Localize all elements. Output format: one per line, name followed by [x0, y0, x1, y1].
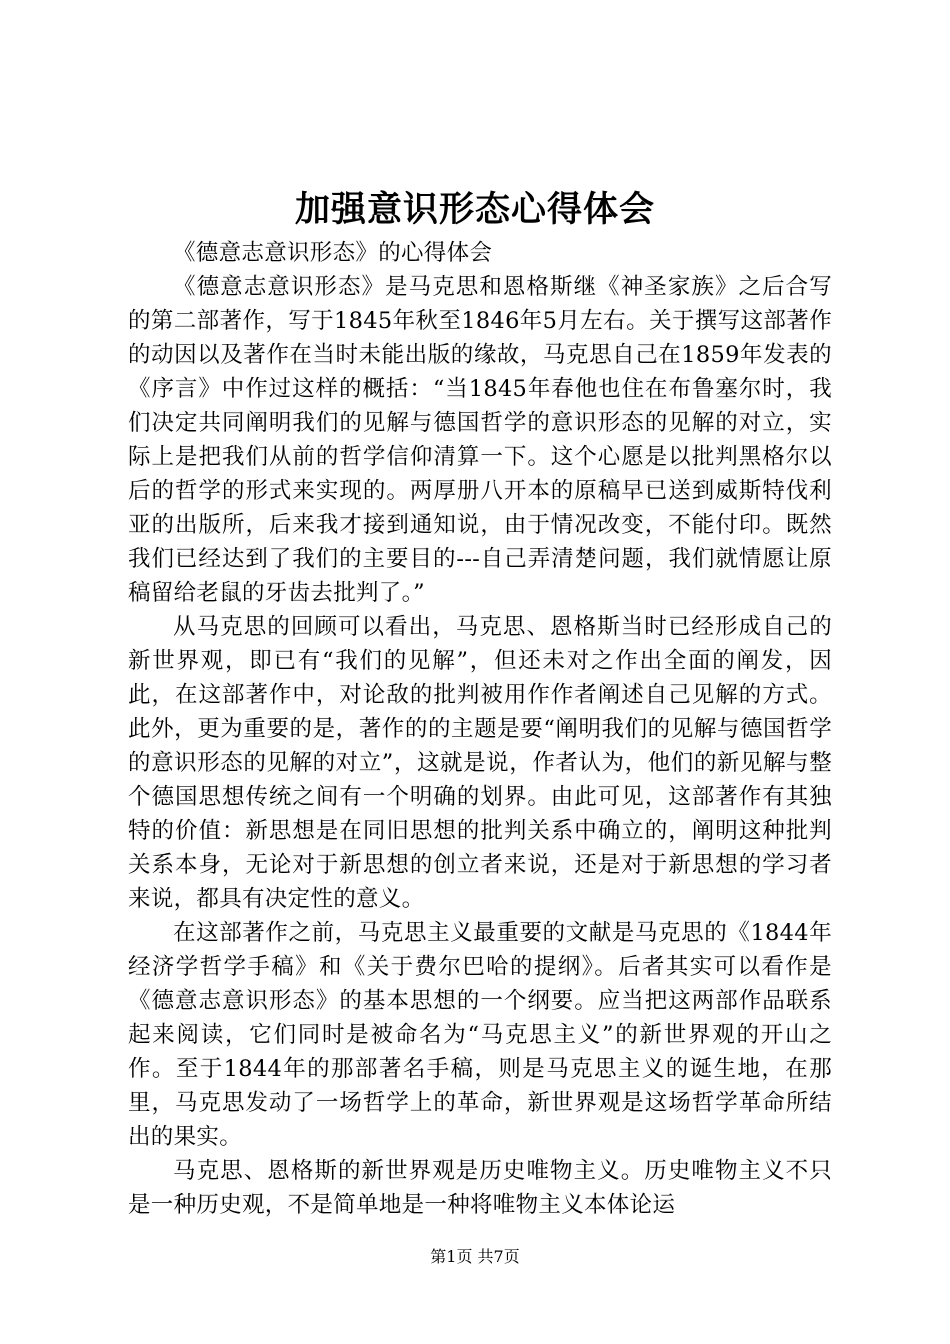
- paragraph: 从马克思的回顾可以看出，马克思、恩格斯当时已经形成自己的新世界观，即已有“我们的见解”，但还未对之作出全面的阐发，因此，在这部著作中，对论敌的批判被用作作者阐述自己见解的方式。此外，更为重要的是，著作的的主题是要“阐明我们的见解与德国哲学的意识形态的见解的对立”，这就是说，作者认为，他们的新见解与整个德国思想传统之间有一个明确的划界。由此可见，这部著作有其独特的价值：新思想是在同旧思想的批判关系中确立的，阐明这种批判关系本身，无论对于新思想的创立者来说，还是对于新思想的学习者来说，都具有决定性的意义。: [128, 614, 832, 912]
- paragraph: 《德意志意识形态》是马克思和恩格斯继《神圣家族》之后合写的第二部著作，写于1845年秋至1846年5月左右。关于撰写这部著作的动因以及著作在当时未能出版的缘故，马克思自己在1859年发表的《序言》中作过这样的概括：“当1845年春他也住在布鲁塞尔时，我们决定共同阐明我们的见解与德国哲学的意识形态的见解的对立，实际上是把我们从前的哲学信仰清算一下。这个心愿是以批判黑格尔以后的哲学的形式来实现的。两厚册八开本的原稿早已送到威斯特伐利亚的出版所，后来我才接到通知说，由于情况改变，不能付印。既然我们已经达到了我们的主要目的---自己弄清楚问题，我们就情愿让原稿留给老鼠的牙齿去批判了。”: [128, 274, 832, 606]
- paragraph-subtitle: 《德意志意识形态》的心得体会: [173, 240, 493, 266]
- page-number-footer: 第1页 共7页: [430, 1247, 520, 1266]
- paragraph: 马克思、恩格斯的新世界观是历史唯物主义。历史唯物主义不只是一种历史观，不是简单地是一种将唯物主义本体论运: [128, 1158, 832, 1218]
- paragraph: 在这部著作之前，马克思主义最重要的文献是马克思的《1844年经济学哲学手稿》和《关于费尔巴哈的提纲》。后者其实可以看作是《德意志意识形态》的基本思想的一个纲要。应当把这两部作品联系起来阅读，它们同时是被命名为“马克思主义”的新世界观的开山之作。至于1844年的那部著名手稿，则是马克思主义的诞生地，在那里，马克思发动了一场哲学上的革命，新世界观是这场哲学革命所结出的果实。: [128, 920, 832, 1150]
- document-body: [128, 236, 832, 1222]
- document-title: 加强意识形态心得体会: [294, 189, 655, 230]
